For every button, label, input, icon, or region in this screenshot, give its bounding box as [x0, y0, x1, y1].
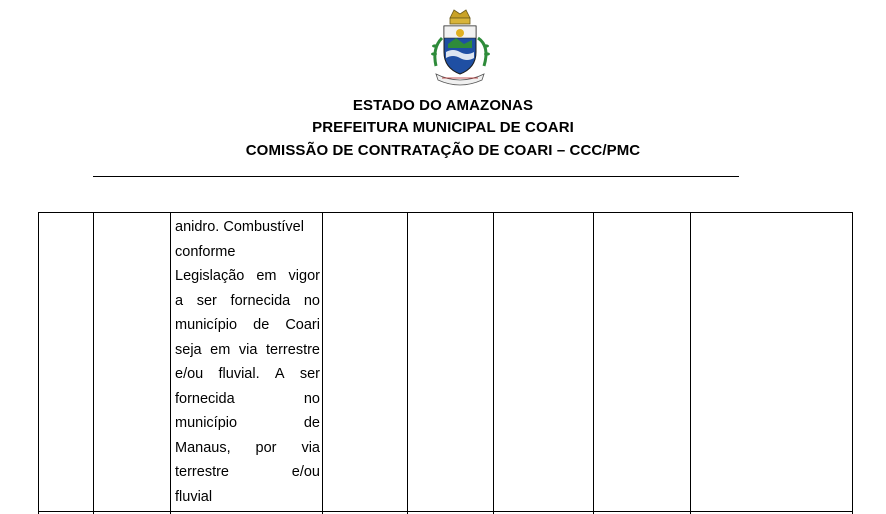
description-word: município [175, 317, 238, 333]
description-word: de [303, 415, 320, 431]
header-prefecture: PREFEITURA MUNICIPAL DE COARI [312, 119, 574, 136]
description-line [175, 215, 320, 240]
laurel-right-icon [478, 38, 486, 66]
description-word: fluvial [175, 488, 213, 505]
table-column-divider [322, 213, 323, 514]
description-word: via [238, 341, 258, 358]
description-word: Coari [285, 317, 320, 333]
description-word: fornecida [230, 292, 291, 309]
description-line [175, 313, 320, 338]
description-word: fluvial. [218, 366, 260, 382]
description-line [175, 460, 320, 485]
description-line [175, 411, 320, 436]
description-word: de [253, 317, 270, 333]
description-word: terrestre [175, 464, 229, 480]
table-column-divider [593, 213, 594, 514]
item-description-cell [175, 215, 320, 509]
description-word: município [175, 415, 238, 431]
header-commission: COMISSÃO DE CONTRATAÇÃO DE COARI – CCC/PMC [245, 142, 641, 159]
description-word: A [274, 366, 285, 382]
description-word: e/ou [175, 366, 204, 382]
crown-icon [450, 10, 470, 18]
table-column-divider [170, 213, 171, 514]
description-line [175, 387, 320, 412]
description-line [175, 436, 320, 461]
description-word: por [255, 439, 277, 456]
description-word: anidro. Combustível [175, 219, 304, 235]
description-line [175, 264, 320, 289]
table-column-divider [493, 213, 494, 514]
description-word: fornecida [175, 390, 235, 407]
description-word: em [210, 341, 231, 358]
table-column-divider [407, 213, 408, 514]
description-line [175, 240, 320, 265]
description-line [175, 289, 320, 314]
description-word: terrestre [266, 341, 320, 358]
ribbon-icon [436, 74, 484, 85]
table-column-divider [690, 213, 691, 514]
description-word: ser [299, 366, 320, 382]
description-word: via [301, 439, 320, 456]
table-column-divider [93, 213, 94, 514]
description-line [175, 338, 320, 363]
description-word: no [303, 390, 320, 407]
header-divider [93, 176, 739, 177]
description-line [175, 485, 320, 510]
header-state: ESTADO DO AMAZONAS [352, 97, 534, 114]
description-word: e/ou [291, 464, 320, 480]
table-row-divider [39, 511, 852, 512]
description-word: Legislação [175, 268, 245, 284]
description-line [175, 362, 320, 387]
coat-of-arms-logo [426, 8, 494, 88]
description-word: seja [175, 341, 202, 358]
items-table [38, 212, 853, 514]
description-word: ser [196, 292, 217, 309]
description-word: vigor [288, 268, 320, 284]
laurel-left-icon [435, 38, 442, 66]
description-word: no [303, 292, 320, 309]
description-word: conforme [175, 243, 236, 260]
description-word: em [256, 268, 277, 284]
description-word: Manaus, [175, 439, 231, 456]
description-word: a [175, 292, 184, 309]
